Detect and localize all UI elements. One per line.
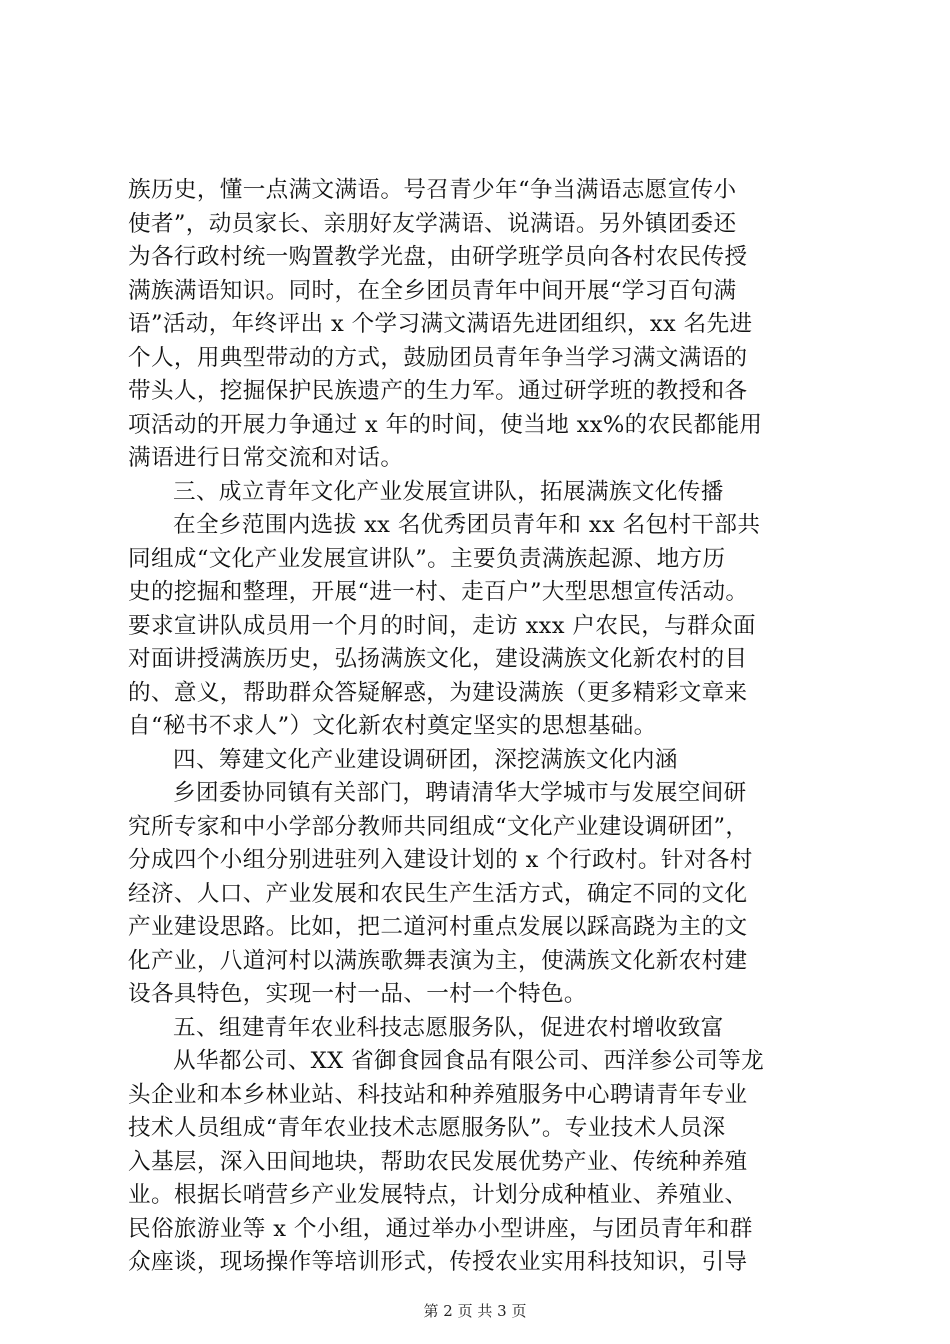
text-line: 众座谈，现场操作等培训形式，传授农业实用科技知识，引导	[128, 1249, 748, 1275]
text-line: 族历史，懂一点满文满语。号召青少年“争当满语志愿宣传小	[128, 177, 737, 203]
text-line: 技术人员组成“青年农业技术志愿服务队”。专业技术人员深	[128, 1115, 726, 1141]
text-line: 带头人，挖掘保护民族遗产的生力军。通过研学班的教授和各	[128, 378, 748, 404]
text-line: 在全乡范围内选拔 xx 名优秀团员青年和 xx 名包村干部共	[173, 512, 761, 538]
text-line: 五、组建青年农业科技志愿服务队，促进农村增收致富	[173, 1014, 724, 1041]
text-line: 三、成立青年文化产业发展宣讲队，拓展满族文化传播	[173, 478, 724, 505]
text-line: 满语进行日常交流和对话。	[128, 445, 404, 471]
text-line: 经济、人口、产业发展和农民生产生活方式，确定不同的文化	[128, 880, 748, 907]
text-line: 从华都公司、XX 省御食园食品有限公司、西洋参公司等龙	[173, 1048, 765, 1074]
document-body	[128, 174, 840, 1280]
text-line: 满族满语知识。同时，在全乡团员青年中间开展“学习百句满	[128, 277, 737, 304]
text-line: 头企业和本乡林业站、科技站和种养殖服务中心聘请青年专业	[128, 1081, 748, 1108]
text-line: 乡团委协同镇有关部门，聘请清华大学城市与发展空间研	[173, 780, 747, 806]
text-line: 入基层，深入田间地块，帮助农民发展优势产业、传统种养殖	[128, 1148, 748, 1175]
text-line: 自“秘书不求人”）文化新农村奠定坚实的思想基础。	[128, 713, 657, 739]
text-line: 个人，用典型带动的方式，鼓励团员青年争当学习满文满语的	[128, 344, 748, 371]
text-line: 四、筹建文化产业建设调研团，深挖满族文化内涵	[173, 746, 678, 773]
text-line: 使者”，动员家长、亲朋好友学满语、说满语。另外镇团委还	[128, 210, 737, 237]
text-line: 设各具特色，实现一村一品、一村一个特色。	[128, 981, 587, 1007]
text-line: 项活动的开展力争通过 x 年的时间，使当地 xx%的农民都能用	[128, 411, 763, 438]
text-line: 的、意义，帮助群众答疑解惑，为建设满族（更多精彩文章来	[128, 679, 748, 706]
text-line: 化产业，八道河村以满族歌舞表演为主，使满族文化新农村建	[128, 947, 748, 974]
text-line: 语”活动，年终评出 x 个学习满文满语先进团组织，xx 名先进	[128, 311, 753, 337]
text-line: 为各行政村统一购置教学光盘，由研学班学员向各村农民传授	[128, 244, 748, 270]
text-line: 民俗旅游业等 x 个小组，通过举办小型讲座，与团员青年和群	[128, 1215, 753, 1242]
text-line: 要求宣讲队成员用一个月的时间，走访 xxx 户农民，与群众面	[128, 612, 756, 639]
text-line: 究所专家和中小学部分教师共同组成“文化产业建设调研团”，	[128, 813, 749, 840]
text-line: 产业建设思路。比如，把二道河村重点发展以踩高跷为主的文	[128, 914, 748, 940]
text-line: 分成四个小组分别进驻列入建设计划的 x 个行政村。针对各村	[128, 847, 753, 873]
text-line: 对面讲授满族历史，弘扬满族文化，建设满族文化新农村的目	[128, 646, 748, 672]
text-line: 同组成“文化产业发展宣讲队”。主要负责满族起源、地方历	[128, 545, 726, 572]
text-line: 史的挖掘和整理，开展“进一村、走百户”大型思想宣传活动。	[128, 579, 749, 605]
text-line: 业。根据长哨营乡产业发展特点，计划分成种植业、养殖业、	[128, 1182, 748, 1208]
page-footer: 第 2 页 共 3 页	[423, 1302, 527, 1320]
